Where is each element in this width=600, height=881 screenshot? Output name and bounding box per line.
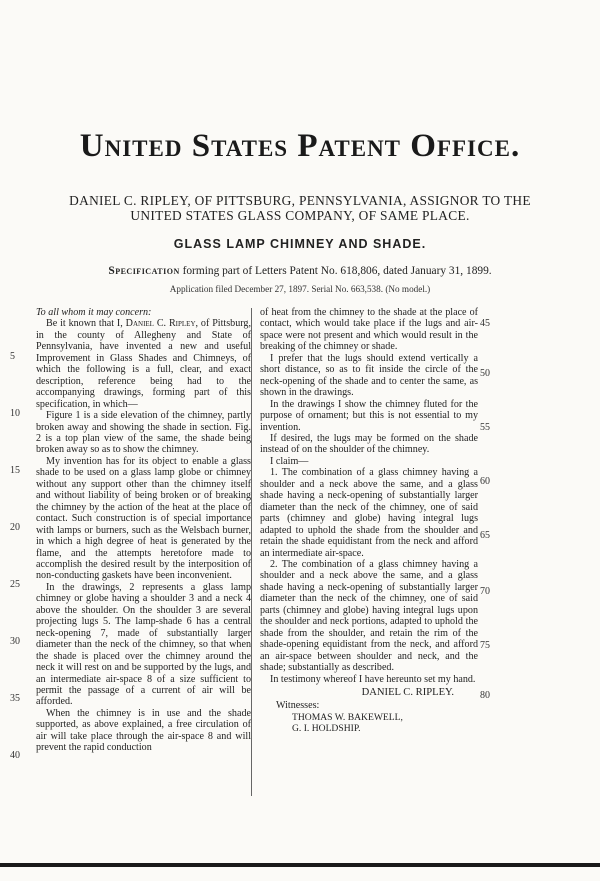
paragraph: When the chimney is in use and the shade supported, as above explained, a free circulation of air will take place through the air-space 8 and will prevent the rapid conduction — [36, 707, 251, 754]
line-number: 20 — [10, 522, 20, 533]
testimony: In testimony whereof I have hereunto set my hand. — [270, 673, 476, 685]
line-number: 70 — [480, 586, 490, 597]
line-number: 40 — [10, 750, 20, 761]
line-number: 60 — [480, 476, 490, 487]
inventor-assignor — [40, 193, 560, 223]
line-number: 75 — [480, 640, 490, 651]
specification-line — [0, 265, 600, 277]
line-number: 30 — [10, 636, 20, 647]
line-number: 10 — [10, 408, 20, 419]
paragraph — [36, 318, 251, 410]
paragraph: If desired, the lugs may be formed on the shade instead of on the shoulder of the chimney. — [260, 432, 478, 456]
specification-lead: Specification — [108, 265, 180, 277]
text-run: Be it known that I, — [46, 318, 126, 330]
inventor-line-1: DANIEL C. RIPLEY, OF PITTSBURG, PENNSYLVANIA, ASSIGNOR TO THE — [69, 193, 531, 208]
column-divider — [251, 308, 252, 796]
inventor-name: Daniel C. Ripley — [125, 318, 196, 330]
specification-rest: forming part of Letters Patent No. 618,806, dated January 31, 1899. — [179, 265, 492, 277]
line-number: 45 — [480, 318, 490, 329]
line-number: 5 — [10, 351, 15, 362]
paragraph: I prefer that the lugs should extend vertically a short distance, so as to fit inside the circle of the neck-opening of the shade and to center the same, as shown in the drawings. — [260, 352, 478, 399]
line-number: 35 — [10, 693, 20, 704]
witnesses-label: Witnesses: — [276, 700, 320, 712]
paragraph: of heat from the chimney to the shade at the place of contact, which would take place if the lugs and air-space were not present and which would result in the breaking of the chimney or shade. — [260, 307, 478, 353]
line-number: 55 — [480, 422, 490, 433]
right-column — [260, 307, 478, 735]
invention-title: GLASS LAMP CHIMNEY AND SHADE. — [173, 237, 427, 251]
line-number: 50 — [480, 368, 490, 379]
salutation: To all whom it may concern: — [36, 307, 152, 318]
witness-2: G. I. HOLDSHIP. — [292, 723, 361, 735]
text-run: , of Pittsburg, in the county of Allegheny and State of Pennsylvania, have invented a new and useful Improvement in Glass Shades and Chimneys, of which the following is a full, clear, and exact description, reference being had to the accompanying drawings, forming part of this specification, in which— — [36, 318, 251, 410]
office-title: United States Patent Office. — [79, 128, 521, 164]
claim-2: 2. The combination of a glass chimney having a shoulder and a neck above the same, and a glass shade having a neck-opening of substantially larger diameter than the neck of the chimney, one of said parts (chimney and globe) having integral lugs upon the shoulder and neck portions, adapted to uphold the shade from the shoulder, and retain the rim of the shade-opening equidistant from the neck, and afford an air-space between shoulder and neck, and the shade; substantially as described. — [260, 558, 478, 674]
paragraph: My invention has for its object to enable a glass shade to be used on a glass lamp globe or chimney without any support other than the chimney itself and without liability of being broken or of breaking the chimney by the action of the heat at the place of contact. Such construction is of special importance with lamps or burners, such as the Welsbach burner, in which a high degree of heat is generated by the flame, and the attempts heretofore made to accomplish the desired result by the interposition of non-conducting gaskets have been inconvenient. — [36, 455, 251, 582]
page-bottom-rule — [0, 863, 600, 867]
paragraph: In the drawings I show the chimney fluted for the purpose of ornament; but this is not essential to my invention. — [260, 398, 478, 433]
claim-1: 1. The combination of a glass chimney having a shoulder and a neck above the same, and a glass shade having a neck-opening of substantially larger diameter than the neck of the chimney, one of said parts (chimney and globe) having integral lugs adapted to uphold the shade from the shoulder and retain the shade equidistant from the neck and afford an intermediate air-space. — [260, 467, 478, 559]
signature: DANIEL C. RIPLEY. — [361, 686, 454, 698]
line-number: 25 — [10, 579, 20, 590]
claim-lead: I claim— — [270, 455, 309, 467]
application-line: Application filed December 27, 1897. Serial No. 663,538. (No model.) — [169, 284, 431, 294]
paragraph: In the drawings, 2 represents a glass lamp chimney or globe having a shoulder 3 and a neck 4 above the shoulder. On the shoulder 3 are several projecting lugs 5. The lamp-shade 6 has a central neck-opening 7, made of substantially larger diameter than the neck of the chimney, so that when the shade is placed over the chimney around the neck it will rest on and be supported by the lugs, and an intermediate air-space 8 of a size sufficient to permit the passage of a current of air will be afforded. — [36, 581, 251, 708]
paragraph: Figure 1 is a side elevation of the chimney, partly broken away and showing the shade in section. Fig. 2 is a top plan view of the same, the shade being broken away so as to show the chimney. — [36, 410, 251, 456]
line-number: 15 — [10, 465, 20, 476]
witness-1: THOMAS W. BAKEWELL, — [292, 711, 403, 723]
inventor-line-2: UNITED STATES GLASS COMPANY, OF SAME PLACE. — [130, 208, 470, 223]
line-number: 80 — [480, 690, 490, 701]
left-column — [36, 307, 251, 754]
line-number: 65 — [480, 530, 490, 541]
